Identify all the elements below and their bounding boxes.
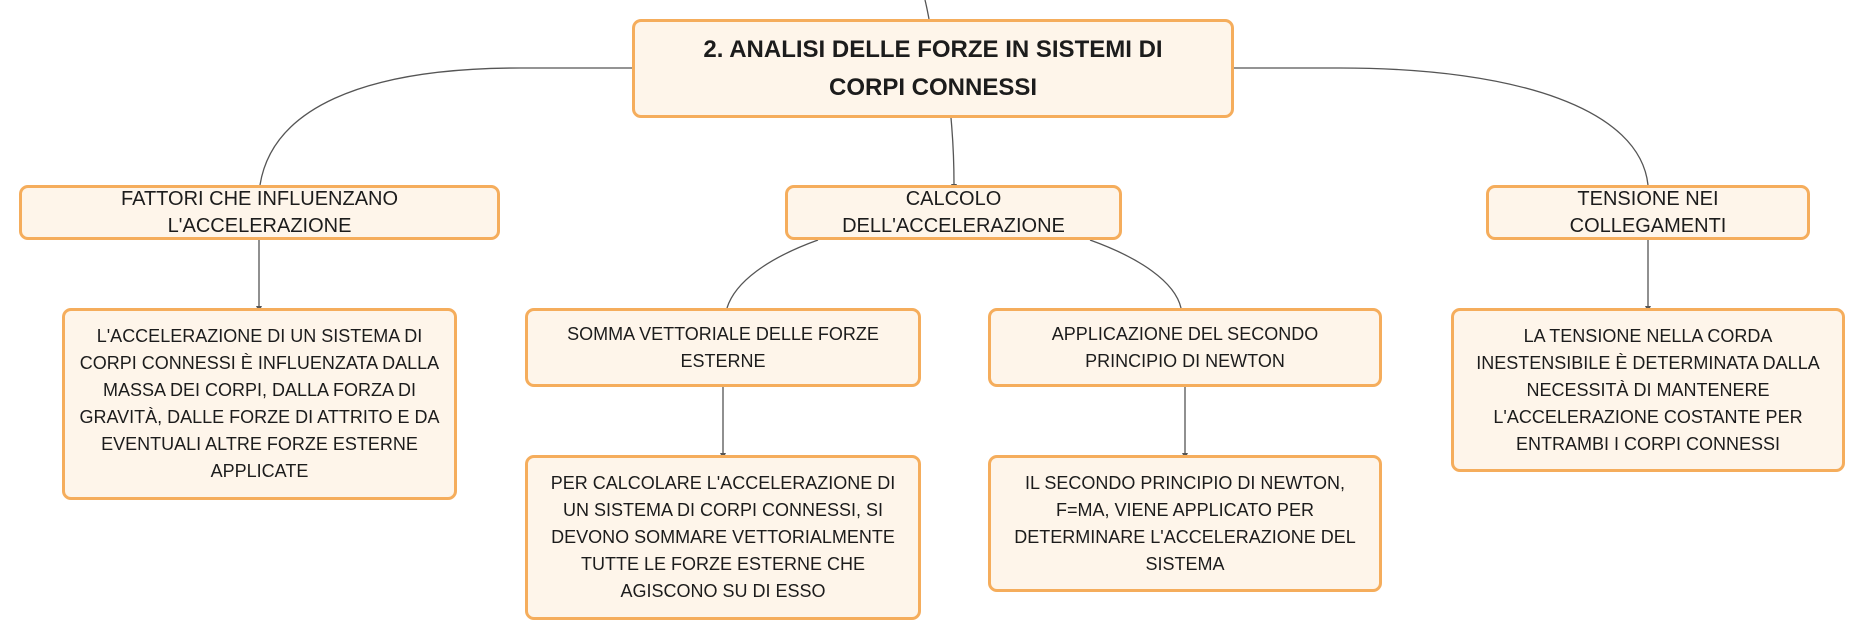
connector-calcolo-somma — [727, 240, 818, 308]
branch-fattori[interactable] — [19, 185, 500, 240]
connector-calcolo-newton — [1090, 240, 1181, 308]
root-title: 2. ANALISI DELLE FORZE IN SISTEMI DI CORPI CONNESSI — [703, 35, 1163, 101]
connector-root-calcolo — [951, 118, 954, 184]
branch-fattori-label: FATTORI CHE INFLUENZANO L'ACCELERAZIONE — [120, 187, 399, 237]
fattori-detail-text: L'ACCELERAZIONE DI UN SISTEMA DI CORPI CONNESSI È INFLUENZATA DALLA MASSA DEI CORPI, DALLA FORZA DI GRAVITÀ, DALLE FORZE DI ATTRITO E DA EVENTUALI ALTRE FORZE ESTERNE APPLICATE — [79, 326, 440, 481]
fattori-detail[interactable] — [62, 308, 457, 500]
branch-tensione[interactable] — [1486, 185, 1810, 240]
connector-root-tensione — [1234, 68, 1648, 185]
connector-root-fattori — [260, 68, 632, 185]
tensione-detail-text: LA TENSIONE NELLA CORDA INESTENSIBILE È DETERMINATA DALLA NECESSITÀ DI MANTENERE L'ACCELERAZIONE COSTANTE PER ENTRAMBI I CORPI CONNESSI — [1476, 325, 1820, 454]
branch-calcolo[interactable] — [785, 185, 1122, 240]
newton-node[interactable] — [988, 308, 1382, 387]
somma-label: SOMMA VETTORIALE DELLE FORZE ESTERNE — [567, 323, 879, 371]
branch-tensione-label: TENSIONE NEI COLLEGAMENTI — [1569, 187, 1727, 237]
somma-detail-text: PER CALCOLARE L'ACCELERAZIONE DI UN SISTEMA DI CORPI CONNESSI, SI DEVONO SOMMARE VETTORIALMENTE TUTTE LE FORZE ESTERNE CHE AGISCONO SU DI ESSO — [550, 473, 896, 601]
somma-node[interactable] — [525, 308, 921, 387]
newton-detail[interactable] — [988, 455, 1382, 592]
somma-detail[interactable] — [525, 455, 921, 620]
newton-label: APPLICAZIONE DEL SECONDO PRINCIPIO DI NEWTON — [1051, 323, 1319, 371]
root-node[interactable] — [632, 19, 1234, 118]
branch-calcolo-label: CALCOLO DELL'ACCELERAZIONE — [842, 187, 1065, 237]
newton-detail-text: IL SECONDO PRINCIPIO DI NEWTON, F=MA, VIENE APPLICATO PER DETERMINARE L'ACCELERAZIONE DEL SISTEMA — [1014, 472, 1356, 574]
tensione-detail[interactable] — [1451, 308, 1845, 472]
connector-parent — [925, 0, 929, 19]
